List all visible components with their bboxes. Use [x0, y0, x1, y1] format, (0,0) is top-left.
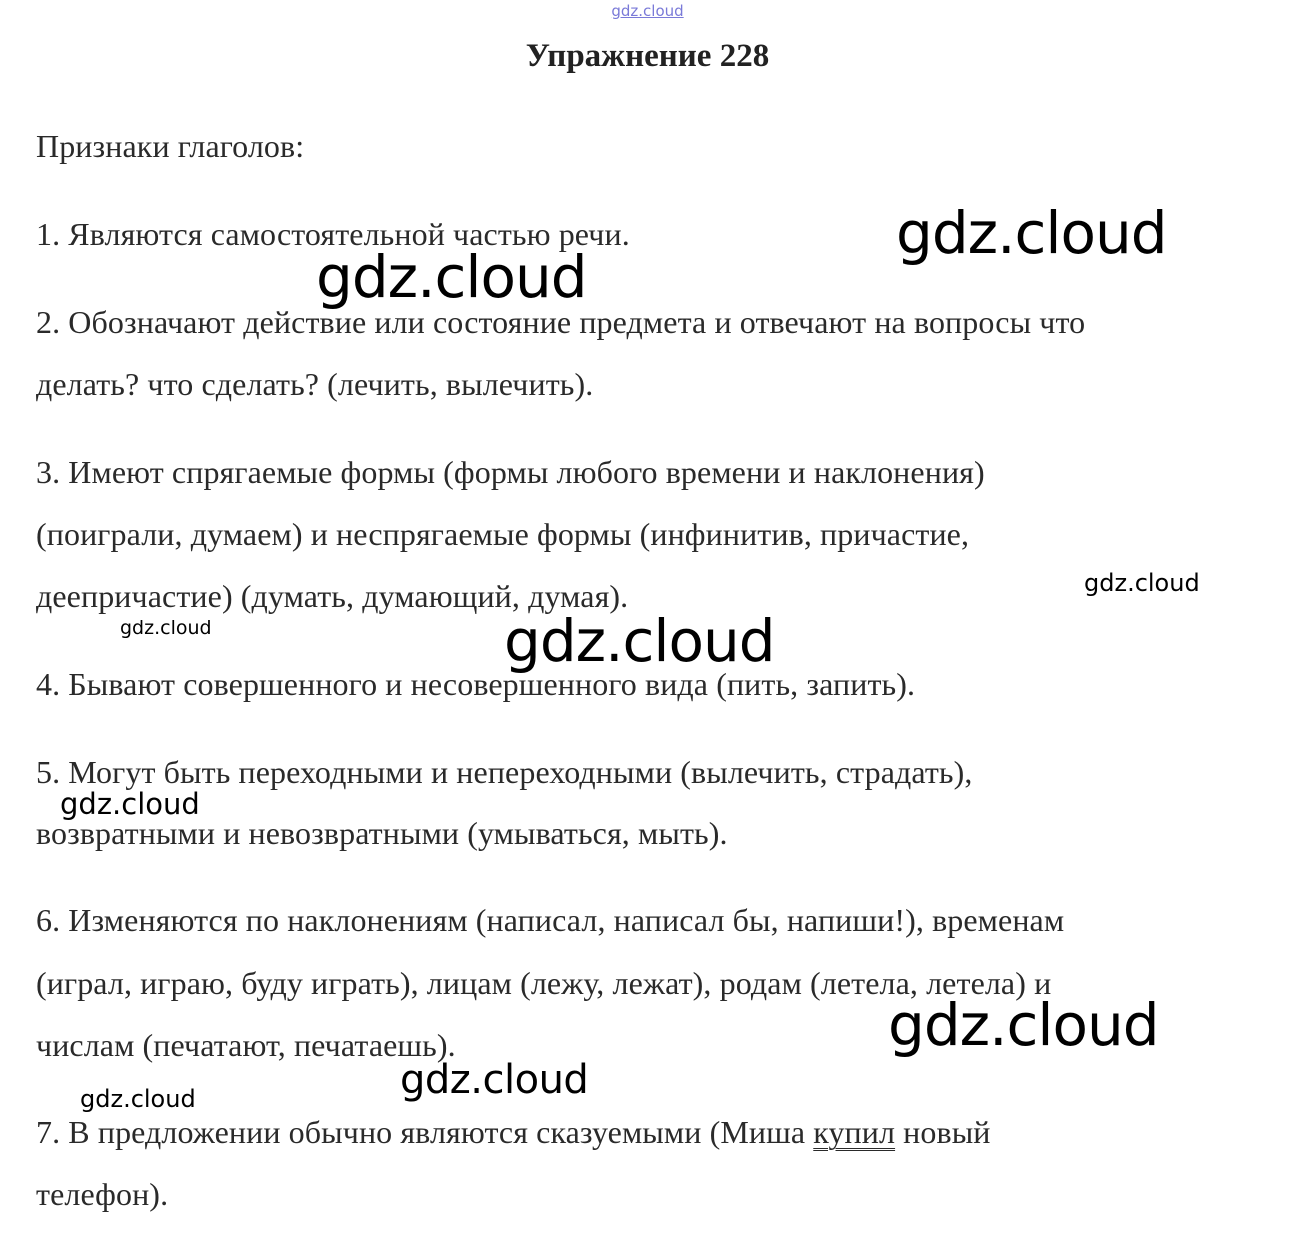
watermark: gdz.cloud — [316, 243, 587, 311]
item-5-line-1: 5. Могут быть переходными и непереходными (вылечить, страдать), — [36, 754, 973, 790]
predicate-underlined: купил — [813, 1114, 896, 1150]
item-7-text-before: 7. В предложении обычно являются сказуемыми (Миша — [36, 1114, 814, 1150]
watermark: gdz.cloud — [400, 1057, 589, 1103]
item-2-line-2: делать? что сделать? (лечить, вылечить). — [36, 366, 594, 402]
item-3-line-2: (поиграли, думаем) и неспрягаемые формы (инфинитив, причастие, — [36, 516, 970, 552]
item-6-line-2: (играл, играю, буду играть), лицам (лежу, лежат), родам (летела, летела) и — [36, 965, 1052, 1001]
watermark: gdz.cloud — [60, 787, 200, 821]
item-5-line-2: возвратными и невозвратными (умываться, мыть). — [36, 815, 728, 851]
watermark-top-link: gdz.cloud — [611, 2, 684, 20]
watermark: gdz.cloud — [80, 1085, 196, 1113]
item-7-line-1 — [36, 1114, 991, 1151]
item-1-line-1: 1. Являются самостоятельной частью речи. — [36, 216, 630, 252]
item-6-line-1: 6. Изменяются по наклонениям (написал, написал бы, напиши!), временам — [36, 902, 1065, 938]
watermark: gdz.cloud — [1084, 569, 1200, 597]
item-4-line-1: 4. Бывают совершенного и несовершенного вида (пить, запить). — [36, 666, 916, 702]
watermark: gdz.cloud — [888, 991, 1159, 1059]
item-2-line-1: 2. Обозначают действие или состояние предмета и отвечают на вопросы что — [36, 304, 1086, 340]
item-6-line-3: числам (печатают, печатаешь). — [36, 1027, 456, 1063]
watermark: gdz.cloud — [504, 607, 775, 675]
item-3-line-1: 3. Имеют спрягаемые формы (формы любого времени и наклонения) — [36, 454, 985, 490]
item-7-text-after: новый — [895, 1114, 991, 1150]
item-7-line-2: телефон). — [36, 1176, 169, 1212]
watermark: gdz.cloud — [120, 617, 212, 639]
watermark: gdz.cloud — [896, 199, 1167, 267]
item-3-line-3: деепричастие) (думать, думающий, думая). — [36, 578, 629, 614]
exercise-title: Упражнение 228 — [525, 38, 770, 74]
intro-text: Признаки глаголов: — [36, 128, 305, 164]
